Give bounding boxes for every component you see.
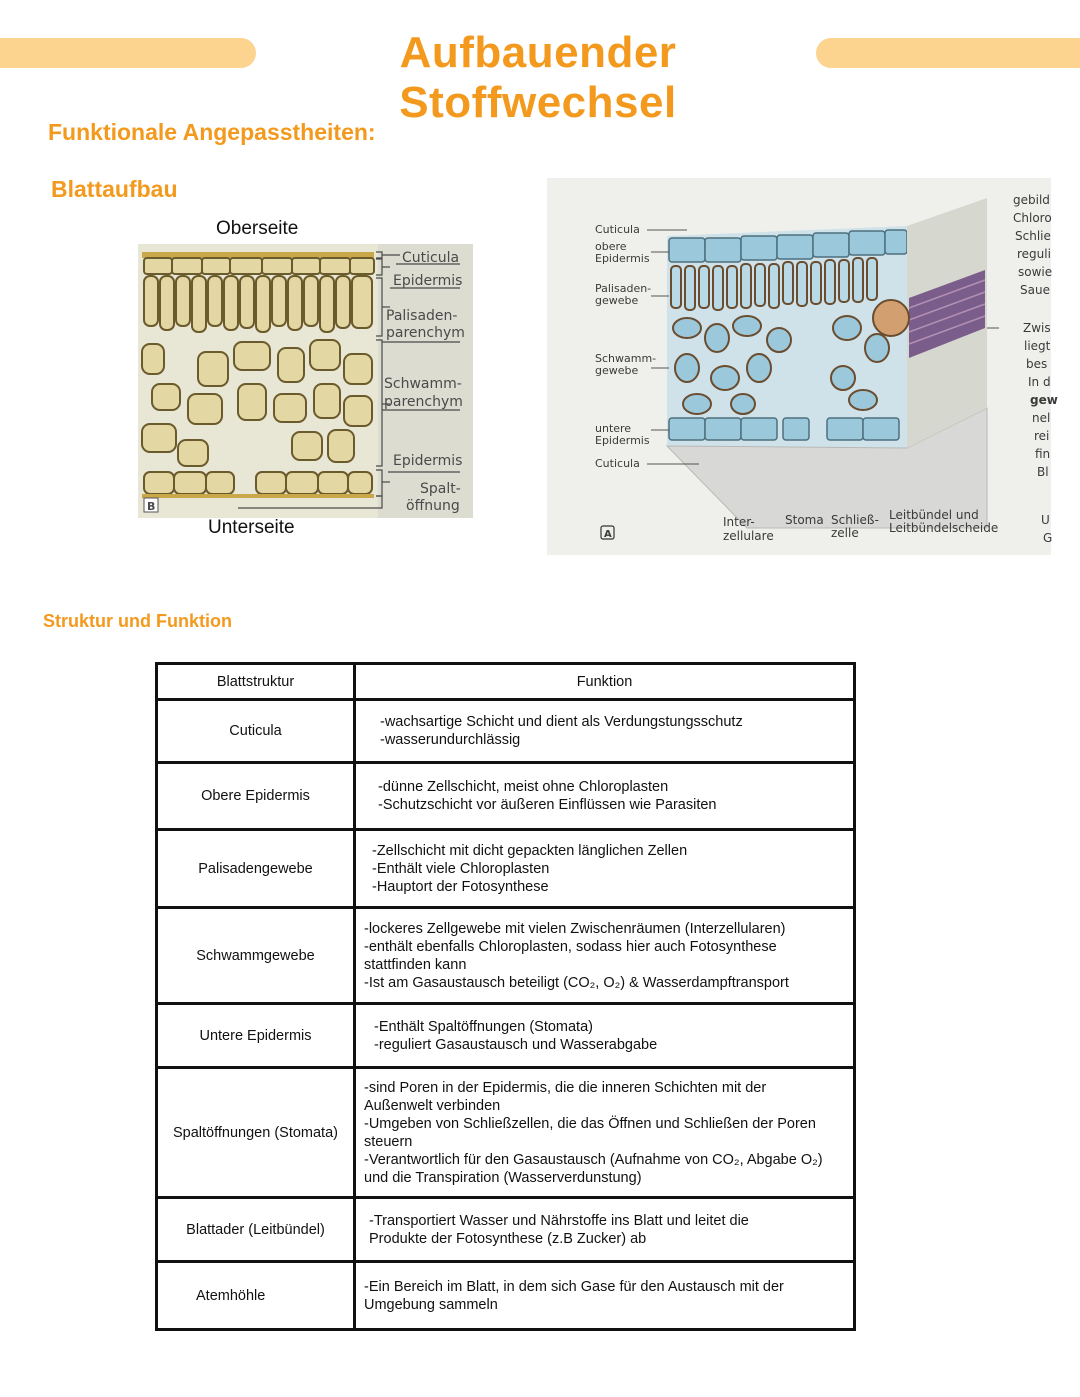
- diagram-a-side-11: nel: [1032, 411, 1051, 425]
- title-decoration-left: [0, 38, 256, 68]
- function-line: -Verantwortlich für den Gasaustausch (Aufnahme von CO₂, Abgabe O₂): [364, 1151, 823, 1168]
- function-line: -enthält ebenfalls Chloroplasten, sodass hier auch Fotosynthese: [364, 938, 777, 955]
- diagram-a-side-15: U: [1041, 513, 1050, 527]
- diagram-a-bottom-4: zelle: [831, 526, 859, 540]
- diagram-a-label-3: Palisaden-: [595, 282, 652, 295]
- diagram-a-label-6: gewebe: [595, 364, 639, 377]
- row-structure: Obere Epidermis: [157, 763, 355, 830]
- row-structure: Atemhöhle: [157, 1262, 355, 1330]
- table-heading: Struktur und Funktion: [43, 611, 232, 631]
- diagram-a-side-14: Bl: [1037, 465, 1049, 479]
- row-structure: Untere Epidermis: [157, 1004, 355, 1068]
- diagram-b-badge: B: [147, 500, 156, 513]
- section-heading: Funktionale Angepasstheiten:: [48, 119, 376, 145]
- table-row: [157, 1262, 855, 1330]
- function-line: -Schutzschicht vor äußeren Einflüssen wie Parasiten: [378, 797, 717, 813]
- diagram-a-badge: A: [604, 529, 612, 540]
- diagram-a-side-8: bes: [1026, 357, 1048, 371]
- row-function: [355, 1262, 855, 1330]
- function-line: -Zellschicht mit dicht gepackten länglichen Zellen: [372, 842, 688, 859]
- diagram-a-label-8: Epidermis: [595, 434, 650, 447]
- table-row: [157, 1004, 855, 1068]
- diagram-b-bottom-label: Unterseite: [208, 517, 295, 538]
- row-structure: Palisadengewebe: [157, 830, 355, 908]
- function-line: Produkte der Fotosynthese (z.B Zucker) ab: [369, 1230, 647, 1247]
- diagram-a-bottom-2: Stoma: [785, 513, 824, 527]
- diagram-b-label-spalt-2: öffnung: [406, 498, 460, 514]
- diagram-a-bottom-5: Leitbündel und: [889, 508, 979, 522]
- structure-function-table: [155, 662, 856, 1331]
- row-structure: Blattader (Leitbündel): [157, 1198, 355, 1262]
- header-function: Funktion: [355, 664, 855, 700]
- diagram-b-label-spalt-1: Spalt-: [420, 481, 461, 497]
- diagram-a-label-4: gewebe: [595, 294, 639, 307]
- table-row: [157, 1198, 855, 1262]
- diagram-a-side-10: gew: [1030, 393, 1058, 407]
- diagram-a-label-9: Cuticula: [595, 457, 640, 470]
- function-line: steuern: [364, 1133, 413, 1150]
- diagram-a-side-4: sowie: [1018, 265, 1053, 279]
- diagram-a-bottom-1: zellulare: [723, 529, 774, 543]
- function-line: -Ein Bereich im Blatt, in dem sich Gase für den Austausch mit der: [364, 1278, 784, 1295]
- diagram-a-side-0: gebild: [1013, 193, 1050, 207]
- diagram-b-label-schwamm-2: parenchym: [384, 394, 463, 410]
- diagram-a-side-5: Saue: [1020, 283, 1050, 297]
- diagram-a-side-7: liegt: [1024, 339, 1051, 353]
- table-row: [157, 700, 855, 763]
- table-row: [157, 908, 855, 1004]
- row-function: [355, 700, 855, 763]
- table-row: [157, 1068, 855, 1198]
- table-header-row: [157, 664, 855, 700]
- function-line: -Ist am Gasaustausch beteiligt (CO₂, O₂) & Wasserdampftransport: [364, 974, 789, 991]
- diagram-a-side-12: rei: [1034, 429, 1050, 443]
- diagram-a-bottom-3: Schließ-: [831, 513, 879, 527]
- page-title: Aufbauender Stoffwechsel: [399, 28, 677, 127]
- function-line: -lockeres Zellgewebe mit vielen Zwischenräumen (Interzellularen): [364, 920, 786, 937]
- diagram-b-label-epidermis-top: Epidermis: [393, 273, 463, 289]
- diagram-a-side-6: Zwis: [1023, 321, 1051, 335]
- row-function: [355, 1198, 855, 1262]
- row-function: [355, 1068, 855, 1198]
- function-line: -Umgeben von Schließzellen, die das Öffnen und Schließen der Poren: [364, 1115, 816, 1132]
- row-structure: Cuticula: [157, 700, 355, 763]
- function-line: -Enthält Spaltöffnungen (Stomata): [374, 1018, 593, 1035]
- diagram-b-label-epidermis-bottom: Epidermis: [393, 453, 463, 469]
- diagram-b-label-palisaden-2: parenchym: [386, 325, 465, 341]
- row-structure: Spaltöffnungen (Stomata): [157, 1068, 355, 1198]
- diagram-b-label-cuticula: Cuticula: [402, 250, 460, 266]
- row-function: [355, 1004, 855, 1068]
- leaf-3d-diagram-a: [547, 178, 1058, 555]
- function-line: -Hauptort der Fotosynthese: [372, 878, 549, 895]
- diagram-a-side-1: Chloro: [1013, 211, 1052, 225]
- table-row: [157, 830, 855, 908]
- function-line: und die Transpiration (Wasserverdunstung): [364, 1169, 642, 1186]
- row-function: [355, 763, 855, 830]
- diagram-a-bottom-0: Inter-: [723, 515, 755, 529]
- leaf-cross-section-diagram-b: [138, 244, 473, 518]
- diagram-a-side-3: reguli: [1017, 247, 1051, 261]
- header-structure: Blattstruktur: [157, 664, 355, 700]
- function-line: -reguliert Gasaustausch und Wasserabgabe: [374, 1036, 658, 1053]
- function-line: -Transportiert Wasser und Nährstoffe ins Blatt und leitet die: [369, 1212, 749, 1229]
- function-line: -Enthält viele Chloroplasten: [372, 860, 550, 877]
- function-line: -dünne Zellschicht, meist ohne Chloroplasten: [378, 779, 669, 795]
- diagram-a-side-13: fin: [1035, 447, 1051, 461]
- diagram-a-side-16: G: [1043, 531, 1053, 545]
- diagram-a-label-7: untere: [595, 422, 632, 435]
- diagram-b-top-label: Oberseite: [216, 218, 299, 239]
- table-row: [157, 763, 855, 830]
- diagram-b-label-schwamm-1: Schwamm-: [384, 376, 462, 392]
- title-decoration-right: [816, 38, 1080, 68]
- diagram-a-label-2: Epidermis: [595, 252, 650, 265]
- diagram-a-side-2: Schlie: [1015, 229, 1051, 243]
- diagram-a-label-5: Schwamm-: [595, 352, 657, 365]
- function-line: -sind Poren in der Epidermis, die die inneren Schichten mit der: [364, 1079, 767, 1096]
- function-line: stattfinden kann: [364, 956, 467, 973]
- function-line: Umgebung sammeln: [364, 1296, 498, 1313]
- diagram-a-label-0: Cuticula: [595, 223, 640, 236]
- function-line: -wachsartige Schicht und dient als Verdungstungsschutz: [380, 714, 743, 730]
- row-structure: Schwammgewebe: [157, 908, 355, 1004]
- diagram-a-bottom-6: Leitbündelscheide: [889, 521, 999, 535]
- diagram-b-label-palisaden-1: Palisaden-: [386, 308, 458, 324]
- subsection-heading: Blattaufbau: [51, 176, 178, 202]
- row-function: [355, 830, 855, 908]
- row-function: [355, 908, 855, 1004]
- diagram-a-label-1: obere: [595, 240, 627, 253]
- function-line: Außenwelt verbinden: [364, 1097, 501, 1114]
- diagram-a-side-9: In d: [1028, 375, 1051, 389]
- function-line: -wasserundurchlässig: [380, 732, 521, 748]
